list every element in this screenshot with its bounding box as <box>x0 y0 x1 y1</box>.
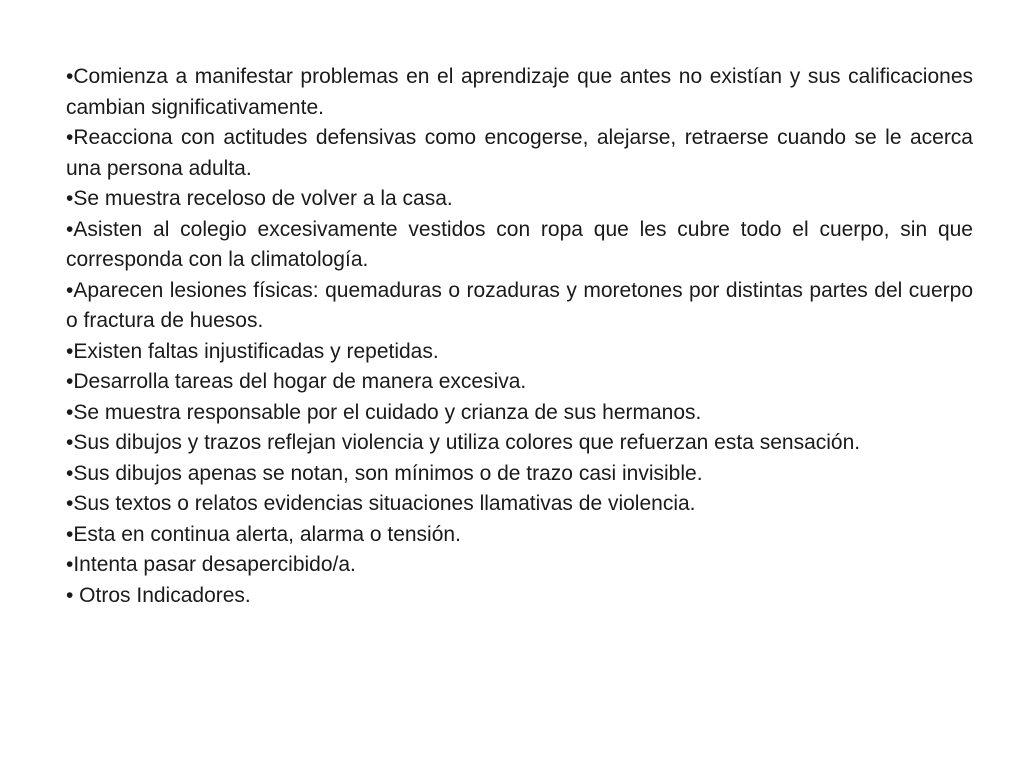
bullet-item-7: •Desarrolla tareas del hogar de manera excesiva. <box>66 370 527 393</box>
bullet-item-9: •Sus dibujos y trazos reflejan violencia y utiliza colores que refuerzan esta sensación. <box>66 431 861 454</box>
bullet-item-1: •Comienza a manifestar problemas en el aprendizaje que antes no existían y sus calificaciones cambian significativamente. <box>66 65 973 119</box>
bullet-item-3: •Se muestra receloso de volver a la casa. <box>66 187 453 210</box>
bullet-item-5: •Aparecen lesiones físicas: quemaduras o rozaduras y moretones por distintas partes del cuerpo o fractura de huesos. <box>66 278 973 332</box>
bullet-item-12: •Esta en continua alerta, alarma o tensión. <box>66 522 461 546</box>
bullet-list <box>66 62 973 611</box>
bullet-item-13: •Intenta pasar desapercibido/a. <box>66 553 356 576</box>
bullet-item-10: •Sus dibujos apenas se notan, son mínimos o de trazo casi invisible. <box>66 461 703 485</box>
bullet-item-11: •Sus textos o relatos evidencias situaciones llamativas de violencia. <box>66 492 696 515</box>
bullet-item-8: •Se muestra responsable por el cuidado y crianza de sus hermanos. <box>66 400 702 424</box>
bullet-item-6: •Existen faltas injustificadas y repetidas. <box>66 339 439 363</box>
bullet-item-4: •Asisten al colegio excesivamente vestidos con ropa que les cubre todo el cuerpo, sin que corresponda con la climatología. <box>66 217 973 271</box>
bullet-item-2: •Reacciona con actitudes defensivas como encogerse, alejarse, retraerse cuando se le acerca una persona adulta. <box>66 126 973 180</box>
bullet-item-14: • Otros Indicadores. <box>66 583 251 607</box>
